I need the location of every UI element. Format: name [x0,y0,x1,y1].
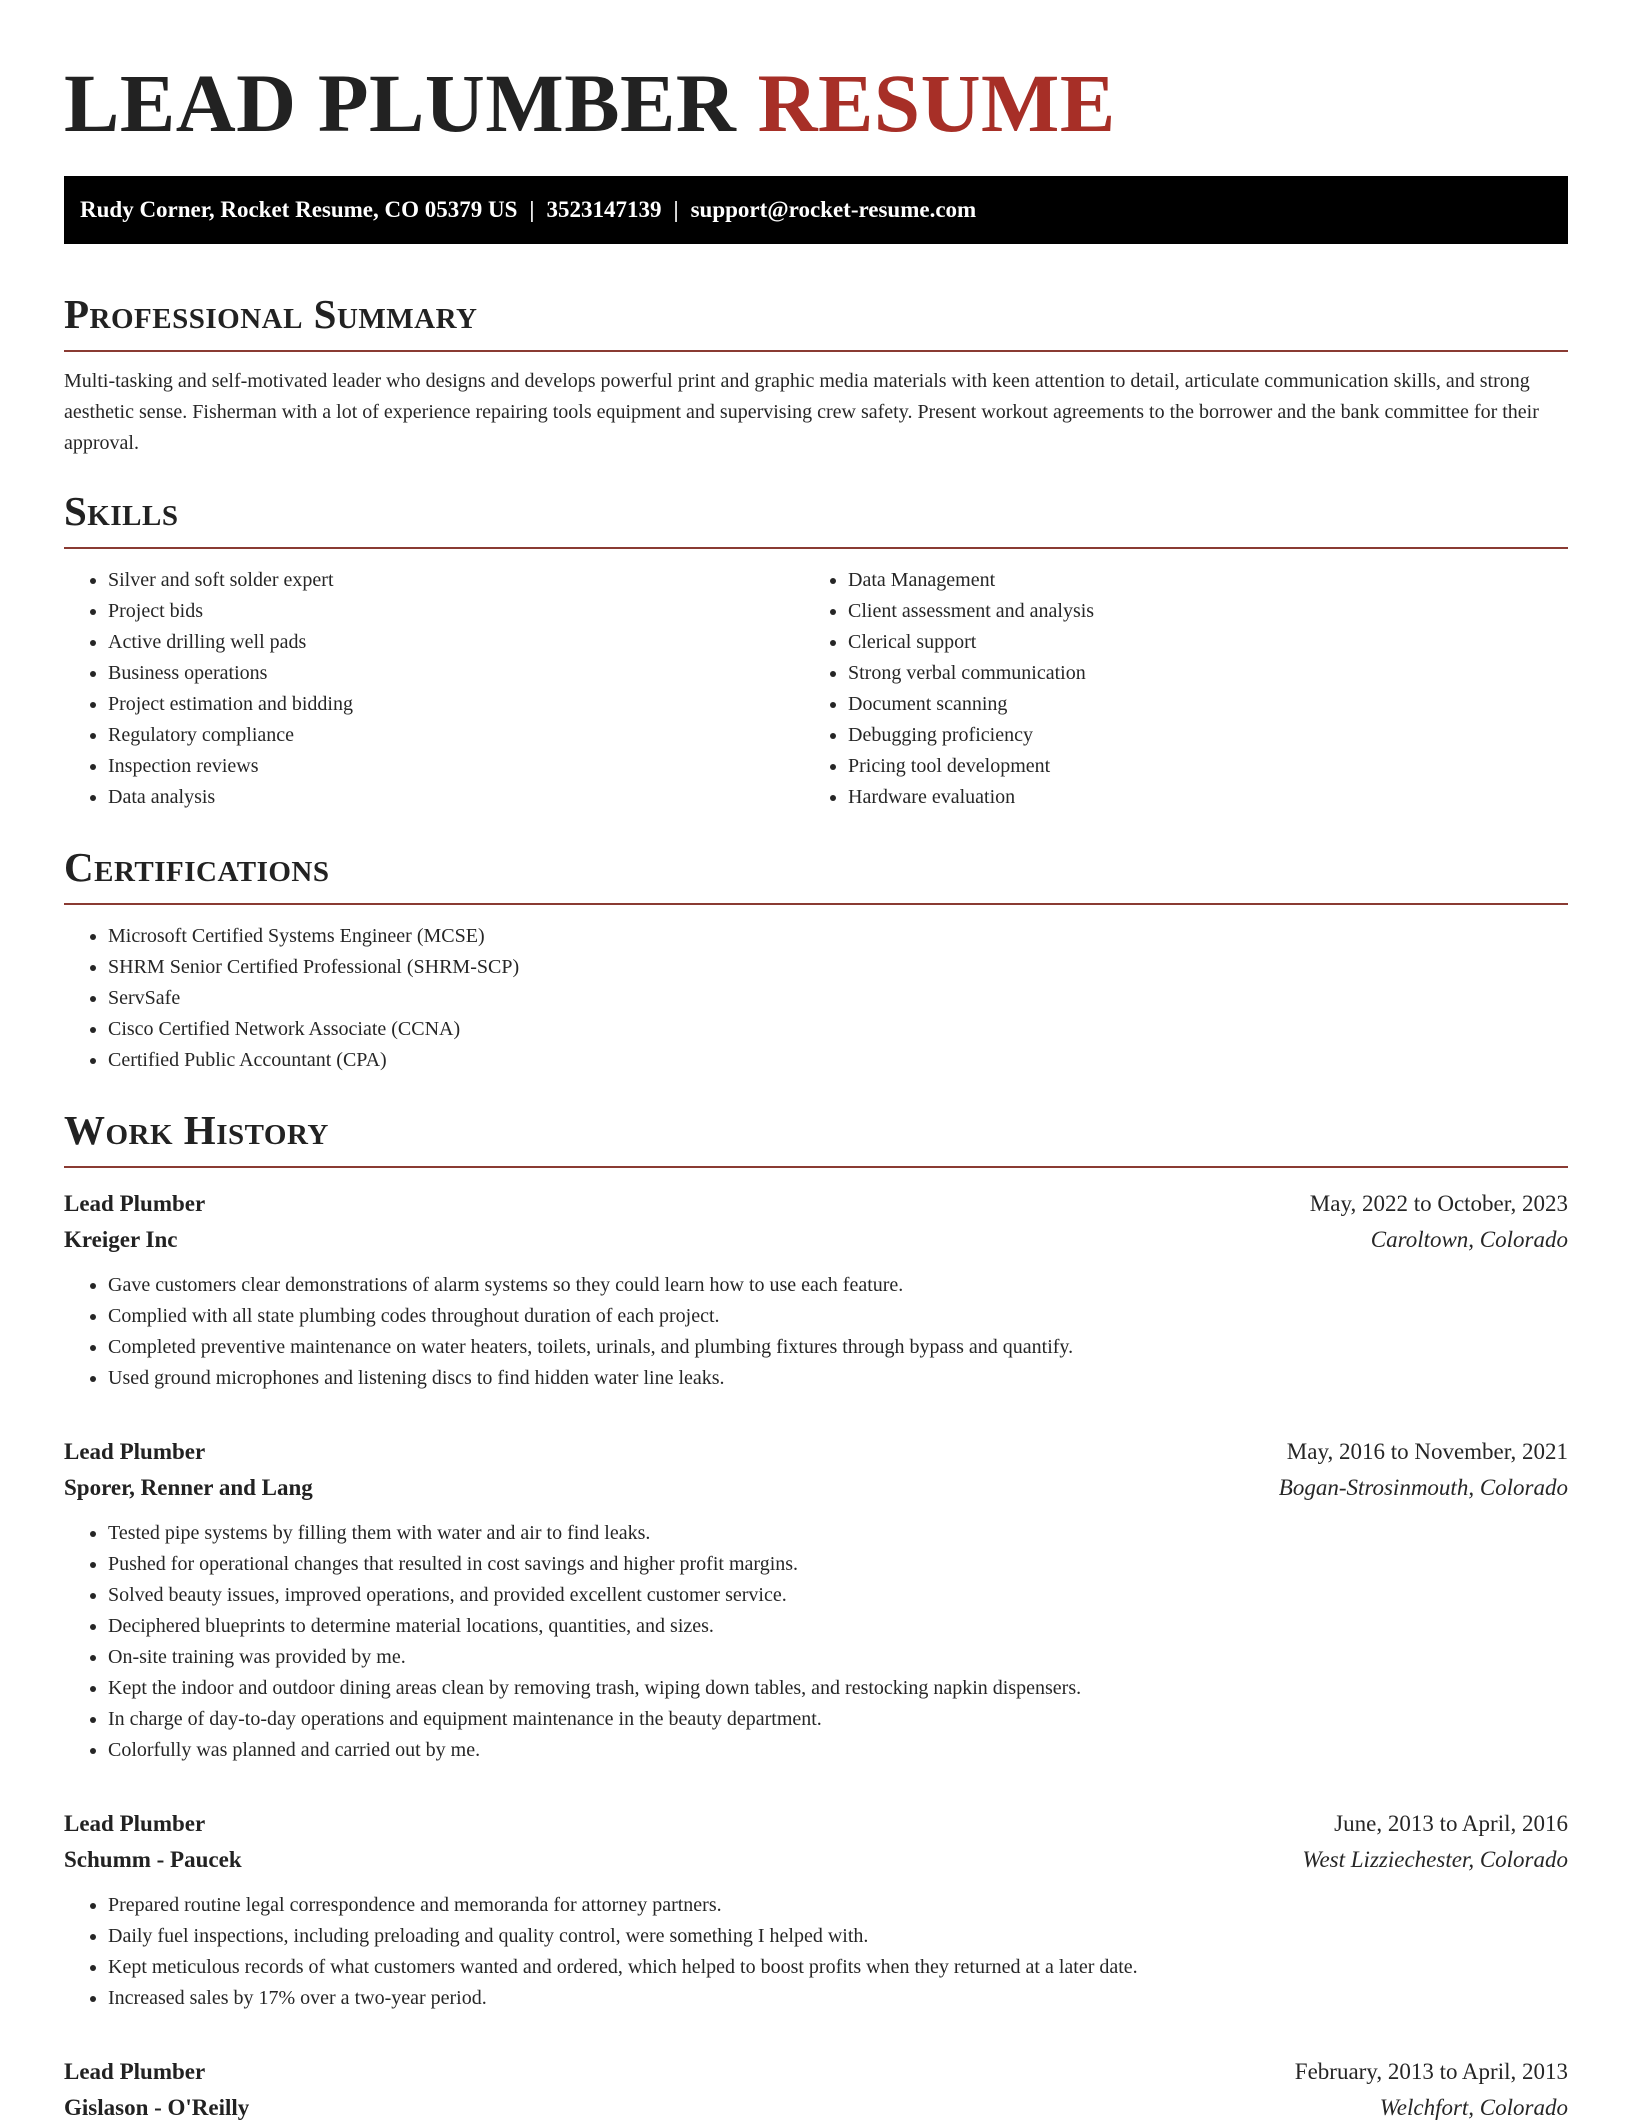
contact-phone: 3523147139 [546,197,662,222]
list-item: • Strong verbal communication [848,658,1544,689]
list-item: • Client assessment and analysis [848,596,1544,627]
contact-separator: | [529,197,535,222]
job-dates: May, 2022 to October, 2023 [1309,1191,1568,1216]
resume-title [64,0,1568,148]
job-title: Lead Plumber [64,2059,206,2084]
skills-section [64,485,1568,813]
list-item: • Hardware evaluation [848,782,1544,813]
summary-section [64,288,1568,459]
job-header-row [64,1806,1568,1842]
list-item: • Pushed for operational changes that resulted in cost savings and higher profit margins. [108,1549,1568,1580]
list-item: • Kept the indoor and outdoor dining areas clean by removing trash, wiping down tables, and restocking napkin dispensers. [108,1673,1568,1704]
contact-bar [64,176,1568,244]
job-title: Lead Plumber [64,1439,206,1464]
work-history-heading: Work History [64,1104,1568,1168]
job-company-row [64,2090,1568,2126]
job-company: Schumm - Paucek [64,1847,242,1872]
title-main: LEAD PLUMBER [64,57,737,149]
job-bullets [64,1890,1568,2014]
list-item: • Certified Public Accountant (CPA) [108,1045,1568,1076]
list-item: • Document scanning [848,689,1544,720]
list-item: • Completed preventive maintenance on water heaters, toilets, urinals, and plumbing fixtures through bypass and quantify. [108,1332,1568,1363]
list-item: • Debugging proficiency [848,720,1544,751]
job-location: West Lizziechester, Colorado [1302,1847,1568,1872]
job-company: Gislason - O'Reilly [64,2095,250,2120]
job-dates: May, 2016 to November, 2021 [1286,1439,1568,1464]
list-item: • Daily fuel inspections, including preloading and quality control, were something I helped with. [108,1921,1568,1952]
list-item: • Increased sales by 17% over a two-year period. [108,1983,1568,2014]
list-item: • Business operations [108,658,804,689]
contact-address: Rudy Corner, Rocket Resume, CO 05379 US [80,197,518,222]
job-title: Lead Plumber [64,1191,206,1216]
list-item: • Complied with all state plumbing codes throughout duration of each project. [108,1301,1568,1332]
skills-heading: Skills [64,485,1568,549]
list-item: • Project bids [108,596,804,627]
contact-email: support@rocket-resume.com [690,197,977,222]
job-header-row [64,1186,1568,1222]
list-item: • Microsoft Certified Systems Engineer (MCSE) [108,921,1568,952]
list-item: • Deciphered blueprints to determine material locations, quantities, and sizes. [108,1611,1568,1642]
list-item: • Pricing tool development [848,751,1544,782]
list-item: • Active drilling well pads [108,627,804,658]
list-item: • Used ground microphones and listening discs to find hidden water line leaks. [108,1363,1568,1394]
job-location: Bogan-Strosinmouth, Colorado [1278,1475,1568,1500]
job-company-row [64,1222,1568,1258]
job-header-row [64,1434,1568,1470]
title-accent: RESUME [757,57,1116,149]
list-item: • Data analysis [108,782,804,813]
work-history-section [64,1104,1568,2126]
contact-separator: | [673,197,679,222]
list-item: • ServSafe [108,983,1568,1014]
job-company: Kreiger Inc [64,1227,178,1252]
list-item: • Prepared routine legal correspondence and memoranda for attorney partners. [108,1890,1568,1921]
job-company: Sporer, Renner and Lang [64,1475,313,1500]
list-item: • SHRM Senior Certified Professional (SHRM-SCP) [108,952,1568,983]
job-bullets [64,1270,1568,1394]
summary-heading: Professional Summary [64,288,1568,352]
list-item: • Kept meticulous records of what customers wanted and ordered, which helped to boost profits when they returned at a later date. [108,1952,1568,1983]
list-item: • Data Management [848,565,1544,596]
job-entry [64,1186,1568,1394]
skills-list-left [64,565,804,813]
list-item: • Cisco Certified Network Associate (CCNA) [108,1014,1568,1045]
skills-columns [64,549,1568,813]
job-dates: February, 2013 to April, 2013 [1294,2059,1568,2084]
job-entry [64,1434,1568,1766]
job-company-row [64,1842,1568,1878]
job-bullets [64,1518,1568,1766]
job-location: Caroltown, Colorado [1370,1227,1568,1252]
list-item: • Inspection reviews [108,751,804,782]
job-location: Welchfort, Colorado [1379,2095,1568,2120]
summary-text: Multi-tasking and self-motivated leader who designs and develops powerful print and graphic media materials with keen attention to detail, articulate communication skills, and strong aesthetic sense. Fisherman with a lot of experience repairing tools equipment and supervising crew safety. Present workout agreements to the borrower and the bank committee for their approval. [64,370,1539,454]
list-item: • Regulatory compliance [108,720,804,751]
list-item: • Silver and soft solder expert [108,565,804,596]
skills-list-right [804,565,1544,813]
list-item: • In charge of day-to-day operations and equipment maintenance in the beauty department. [108,1704,1568,1735]
job-entry [64,1806,1568,2014]
list-item: • Clerical support [848,627,1544,658]
list-item: • Gave customers clear demonstrations of alarm systems so they could learn how to use each feature. [108,1270,1568,1301]
list-item: • Colorfully was planned and carried out by me. [108,1735,1568,1766]
list-item: • Project estimation and bidding [108,689,804,720]
job-company-row [64,1470,1568,1506]
list-item: • On-site training was provided by me. [108,1642,1568,1673]
job-header-row [64,2054,1568,2090]
job-dates: June, 2013 to April, 2016 [1334,1811,1568,1836]
job-entry [64,2054,1568,2126]
certifications-list [64,921,1568,1076]
certifications-heading: Certifications [64,841,1568,905]
certifications-section [64,841,1568,1076]
jobs-list [64,1186,1568,2126]
list-item: • Tested pipe systems by filling them with water and air to find leaks. [108,1518,1568,1549]
list-item: • Solved beauty issues, improved operations, and provided excellent customer service. [108,1580,1568,1611]
job-title: Lead Plumber [64,1811,206,1836]
